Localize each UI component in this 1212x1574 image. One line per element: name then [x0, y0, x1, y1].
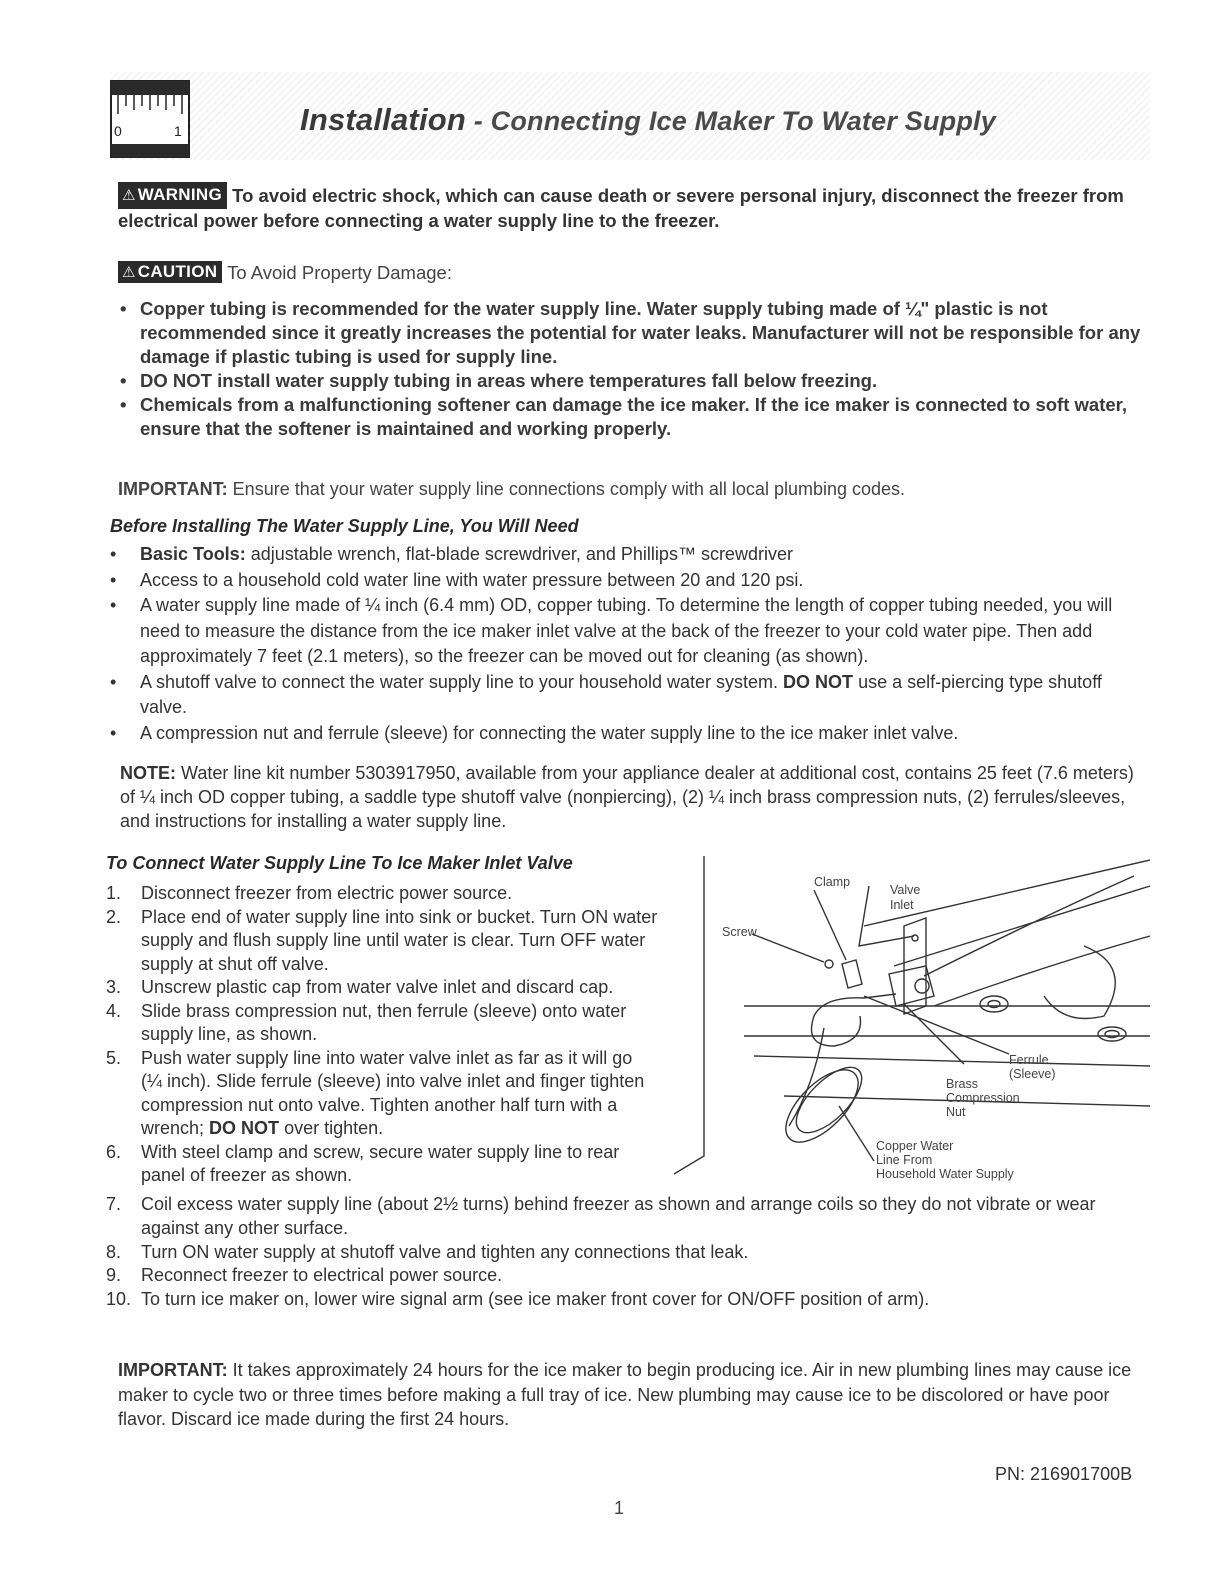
step-text: Turn ON water supply at shutoff valve and tighten any connections that leak. [141, 1241, 749, 1262]
steps-list-top [106, 882, 658, 1188]
note-label: NOTE: [120, 763, 176, 783]
ruler-icon [110, 80, 190, 158]
step-item [106, 1193, 1156, 1241]
label-clamp: Clamp [814, 875, 851, 889]
step-item [106, 906, 658, 977]
page-number: 1 [614, 1498, 625, 1518]
step5-do-not: DO NOT [209, 1118, 280, 1138]
tools-label: Basic Tools: [140, 544, 246, 564]
ruler-tick-1: 1 [174, 123, 182, 139]
warning-text: To avoid electric shock, which can cause death or severe personal injury, disconnect the freezer from electrical power before connecting a water supply line to the freezer. [118, 185, 1124, 231]
before-heading: Before Installing The Water Supply Line, You Will Need [110, 516, 579, 536]
label-copper-line-2: Line From [876, 1153, 933, 1167]
caution-triangle-icon: ⚠ [122, 264, 136, 281]
note-block [120, 761, 1140, 833]
label-valve: Valve [890, 883, 921, 897]
title-main: Installation [300, 102, 467, 137]
important-label: IMPORTANT: [118, 1360, 228, 1380]
list-item [110, 542, 1140, 568]
step-item [106, 882, 658, 906]
step-number: 3. [106, 977, 122, 997]
step-text: Disconnect freezer from electric power source. [141, 883, 513, 903]
shutoff-text-a: A shutoff valve to connect the water supply line to your household water system. [140, 671, 779, 692]
important-text: Ensure that your water supply line connections comply with all local plumbing codes. [232, 479, 906, 499]
step-number: 5. [106, 1047, 122, 1068]
step-item [106, 1141, 658, 1188]
caution-item: • DO NOT install water supply tubing in areas where temperatures fall below freezing. [118, 369, 1148, 393]
label-ferrule: Ferrule [1009, 1053, 1049, 1067]
important-note-codes [118, 479, 905, 500]
title-separator: - [466, 106, 491, 136]
step-text: To turn ice maker on, lower wire signal arm (see ice maker front cover for ON/OFF position of arm). [141, 1289, 930, 1310]
label-compression: Compression [946, 1091, 1020, 1105]
label-nut: Nut [946, 1105, 966, 1119]
warning-badge [118, 182, 227, 209]
tools-text: adjustable wrench, flat-blade screwdriver, and Phillips™ screwdriver [250, 544, 793, 564]
step-text: Place end of water supply line into sink or bucket. Turn ON water supply and flush supply line until water is clear. Turn OFF water supply at shut off valve. [141, 906, 658, 974]
step-text: Reconnect freezer to electrical power source. [141, 1265, 503, 1286]
step-number: 9. [106, 1265, 122, 1286]
list-item: • Access to a household cold water line with water pressure between 20 and 120 psi. [110, 568, 1140, 594]
shutoff-text-b: use a self-piercing type shutoff valve. [140, 671, 1102, 717]
step-text: Coil excess water supply line (about 2½ turns) behind freezer as shown and arrange coils so they do not vibrate or wear against any other surface. [141, 1194, 1096, 1238]
list-item [110, 670, 1140, 721]
step-number: 2. [106, 906, 122, 927]
step-text: Slide brass compression nut, then ferrule (sleeve) onto water supply line, as shown. [141, 1000, 627, 1044]
label-screw: Screw [722, 925, 757, 939]
steps-list-bottom [106, 1193, 1156, 1312]
label-inlet: Inlet [890, 898, 914, 912]
shutoff-do-not: DO NOT [783, 671, 854, 692]
important-note-ice [118, 1358, 1143, 1432]
step-item [106, 1288, 1156, 1312]
step-item [106, 1264, 1156, 1288]
list-item: • A compression nut and ferrule (sleeve) for connecting the water supply line to the ice maker inlet valve. [110, 721, 1140, 747]
caution-list [118, 297, 1148, 441]
step-number: 1. [106, 883, 122, 903]
connect-heading: To Connect Water Supply Line To Ice Maker Inlet Valve [106, 853, 573, 873]
step-text: Unscrew plastic cap from water valve inlet and discard cap. [141, 977, 614, 997]
caution-item: • Chemicals from a malfunctioning softener can damage the ice maker. If the ice maker is connected to soft water, ensure that the softener is maintained and working properly. [118, 393, 1148, 441]
step-item [106, 1000, 658, 1047]
step-item [106, 1047, 658, 1141]
warning-badge-label: WARNING [137, 185, 223, 204]
requirements-list [110, 542, 1140, 746]
important-text: It takes approximately 24 hours for the ice maker to begin producing ice. Air in new plumbing lines may cause ice maker to cycle two or three times before making a full tray of ice. New plumbing may cause ice to be discolored or have poor flavor. Discard ice made during the first 24 hours. [118, 1360, 1132, 1429]
caution-badge [118, 261, 222, 283]
list-item: • A water supply line made of ¼ inch (6.4 mm) OD, copper tubing. To determine the length of copper tubing needed, you will need to measure the distance from the ice maker inlet valve at the back of the freezer to your cold water pipe. Then add approximately 7 feet (2.1 meters), so the freezer can be moved out for cleaning (as shown). [110, 593, 1140, 670]
page-title [300, 102, 996, 138]
step-item [106, 1241, 1156, 1265]
caution-item: • Copper tubing is recommended for the water supply line. Water supply tubing made of ¼" plastic is not recommended since it greatly increases the potential for water leaks. Manufacturer will not be responsible for any damage if plastic tubing is used for supply line. [118, 297, 1148, 369]
step-number: 10. [106, 1289, 132, 1310]
caution-heading: To Avoid Property Damage: [227, 262, 452, 283]
title-subtitle: Connecting Ice Maker To Water Supply [490, 106, 996, 136]
warning-triangle-icon: ⚠ [122, 187, 136, 204]
step-number: 8. [106, 1241, 122, 1262]
ruler-tick-0: 0 [114, 123, 122, 139]
warning-block [118, 182, 1138, 233]
label-copper-line-3: Household Water Supply [876, 1167, 1014, 1181]
step-number: 6. [106, 1141, 122, 1162]
header-banner [110, 72, 1150, 160]
label-copper-line-1: Copper Water [876, 1139, 954, 1153]
label-brass: Brass [946, 1077, 978, 1091]
step5-text-a: Push water supply line into water valve inlet as far as it will go (¼ inch). Slide ferrule (sleeve) into valve inlet and finger tighten compression nut onto valve. Tighten another half turn with a wrench; [141, 1047, 645, 1138]
step-item [106, 976, 658, 1000]
part-number: PN: 216901700B [995, 1464, 1133, 1484]
note-text: Water line kit number 5303917950, available from your appliance dealer at additional cost, contains 25 feet (7.6 meters) of ¼ inch OD copper tubing, a saddle type shutoff valve (nonpiercing), (2) ¼ inch brass compression nuts, (2) ferrules/sleeves, and instructions for installing a water supply line. [120, 763, 1134, 831]
step-number: 7. [106, 1194, 122, 1214]
label-sleeve: (Sleeve) [1009, 1067, 1056, 1081]
step-text: With steel clamp and screw, secure water supply line to rear panel of freezer as shown. [141, 1141, 620, 1185]
caution-heading-line [118, 261, 452, 284]
step-number: 4. [106, 1000, 122, 1021]
caution-badge-label: CAUTION [137, 262, 218, 281]
ice-maker-connection-diagram [664, 856, 1150, 1190]
step5-text-b: over tighten. [284, 1118, 384, 1138]
important-label: IMPORTANT: [118, 479, 228, 499]
